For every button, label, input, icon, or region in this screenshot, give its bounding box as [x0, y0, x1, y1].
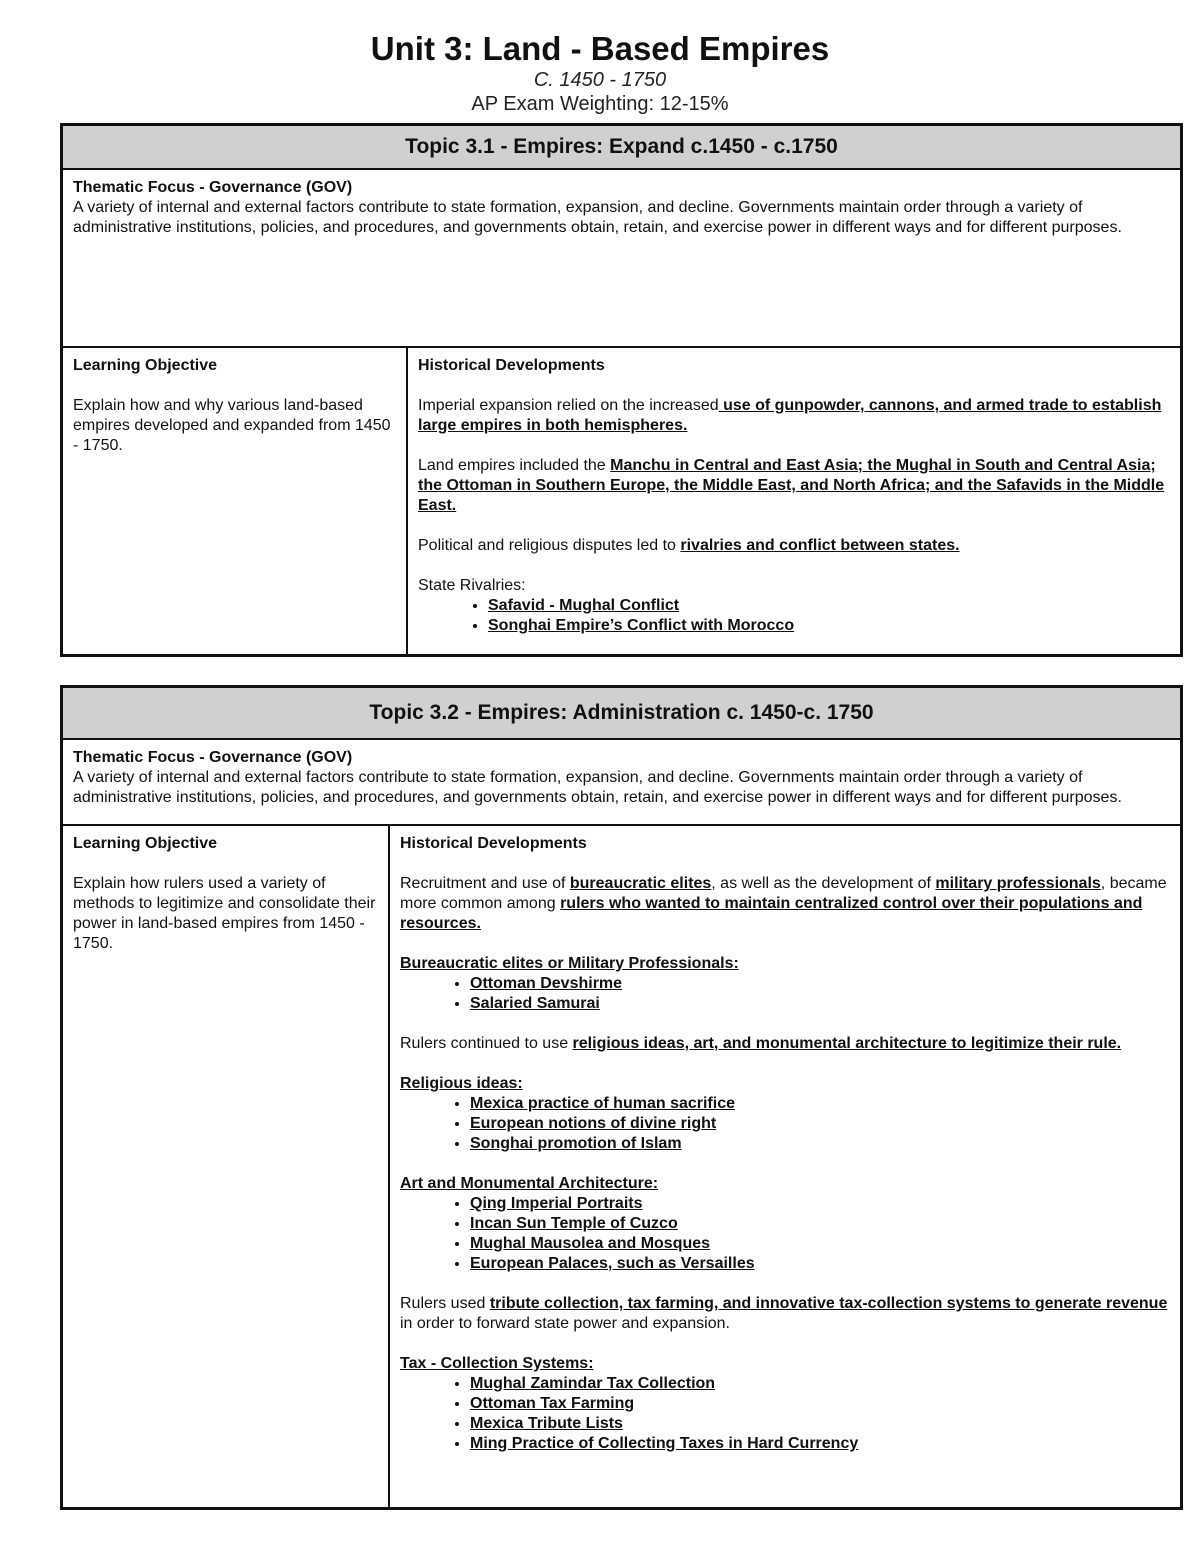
list-item: • Mughal Mausolea and Mosques: [470, 1234, 1170, 1254]
list-item: • Ottoman Tax Farming: [470, 1394, 1170, 1414]
thematic-focus-text: A variety of internal and external factors contribute to state formation, expansion, and decline. Governments maintain order through a variety of administrative institutions, policies, and procedures, and governments obtain, retain, and exercise power in different ways and for different purposes.: [73, 199, 1122, 236]
period-subtitle: C. 1450 - 1750: [533, 69, 667, 91]
learning-objective-title: Learning Objective: [73, 834, 218, 852]
development-paragraph: Political and religious disputes led to rivalries and conflict between states.: [418, 537, 960, 554]
learning-objective-cell: [62, 347, 408, 656]
list-item: • Safavid - Mughal Conflict: [488, 596, 1170, 616]
page-header: [0, 0, 1200, 116]
tax-collection-list: [400, 1374, 1170, 1454]
list-item: • Ottoman Devshirme: [470, 974, 1170, 994]
list-item: • Songhai promotion of Islam: [470, 1134, 1170, 1154]
art-architecture-list: [400, 1194, 1170, 1274]
list-item: • Mughal Zamindar Tax Collection: [470, 1374, 1170, 1394]
elites-list: [400, 974, 1170, 1014]
historical-developments-title: Historical Developments: [400, 834, 587, 852]
historical-developments-cell: [407, 347, 1182, 656]
exam-weighting: AP Exam Weighting: 12-15%: [471, 93, 729, 115]
thematic-focus-title: Thematic Focus - Governance (GOV): [73, 749, 353, 766]
learning-objective-text: Explain how and why various land-based empires developed and expanded from 1450 - 1750.: [73, 397, 391, 454]
list-item: • Mexica practice of human sacrifice: [470, 1094, 1170, 1114]
list-item: • Incan Sun Temple of Cuzco: [470, 1214, 1170, 1234]
development-paragraph: Rulers continued to use religious ideas, art, and monumental architecture to legitimize their rule.: [400, 1034, 1122, 1052]
list-item: • Ming Practice of Collecting Taxes in Hard Currency: [470, 1434, 1170, 1454]
historical-developments-title: Historical Developments: [418, 357, 605, 374]
elites-label: Bureaucratic elites or Military Professionals:: [400, 954, 739, 972]
list-item: • European notions of divine right: [470, 1114, 1170, 1134]
thematic-focus-title: Thematic Focus - Governance (GOV): [73, 179, 353, 196]
development-paragraph: Rulers used tribute collection, tax farming, and innovative tax-collection systems to generate revenue in order to forward state power and expansion.: [400, 1294, 1168, 1332]
page-title: Unit 3: Land - Based Empires: [370, 30, 830, 67]
topic-3-1-heading: Topic 3.1 - Empires: Expand c.1450 - c.1750: [62, 125, 1182, 170]
thematic-focus-cell: [62, 169, 1182, 347]
tax-collection-label: Tax - Collection Systems:: [400, 1354, 594, 1372]
learning-objective-text: Explain how rulers used a variety of methods to legitimize and consolidate their power in land-based empires from 1450 - 1750.: [73, 874, 376, 952]
development-paragraph: Land empires included the Manchu in Central and East Asia; the Mughal in South and Central Asia; the Ottoman in Southern Europe, the Middle East, and North Africa; and the Safavids in the Middle East.: [418, 457, 1165, 514]
development-paragraph: Recruitment and use of bureaucratic elites, as well as the development of military professionals, became more common among rulers who wanted to maintain centralized control over their populations and resources.: [400, 874, 1167, 932]
development-paragraph: Imperial expansion relied on the increased use of gunpowder, cannons, and armed trade to establish large empires in both hemispheres.: [418, 397, 1162, 434]
state-rivalries-list: [418, 596, 1170, 636]
list-item: • European Palaces, such as Versailles: [470, 1254, 1170, 1274]
art-architecture-label: Art and Monumental Architecture:: [400, 1174, 659, 1192]
learning-objective-cell: [62, 825, 390, 1509]
state-rivalries-label: State Rivalries:: [418, 577, 526, 594]
topic-3-2-table: [60, 685, 1183, 1510]
topic-3-2-heading: Topic 3.2 - Empires: Administration c. 1450-c. 1750: [62, 687, 1182, 740]
thematic-focus-cell: [62, 739, 1182, 825]
historical-developments-cell: [389, 825, 1182, 1509]
religious-ideas-list: [400, 1094, 1170, 1154]
list-item: • Songhai Empire’s Conflict with Morocco: [488, 616, 1170, 636]
learning-objective-title: Learning Objective: [73, 357, 218, 374]
topic-3-1-table: [60, 123, 1183, 657]
list-item: • Salaried Samurai: [470, 994, 1170, 1014]
list-item: • Mexica Tribute Lists: [470, 1414, 1170, 1434]
religious-ideas-label: Religious ideas:: [400, 1074, 523, 1092]
thematic-focus-text: A variety of internal and external factors contribute to state formation, expansion, and decline. Governments maintain order through a variety of administrative institutions, policies, and procedures, and governments obtain, retain, and exercise power in different ways and for different purposes.: [73, 769, 1122, 806]
list-item: • Qing Imperial Portraits: [470, 1194, 1170, 1214]
